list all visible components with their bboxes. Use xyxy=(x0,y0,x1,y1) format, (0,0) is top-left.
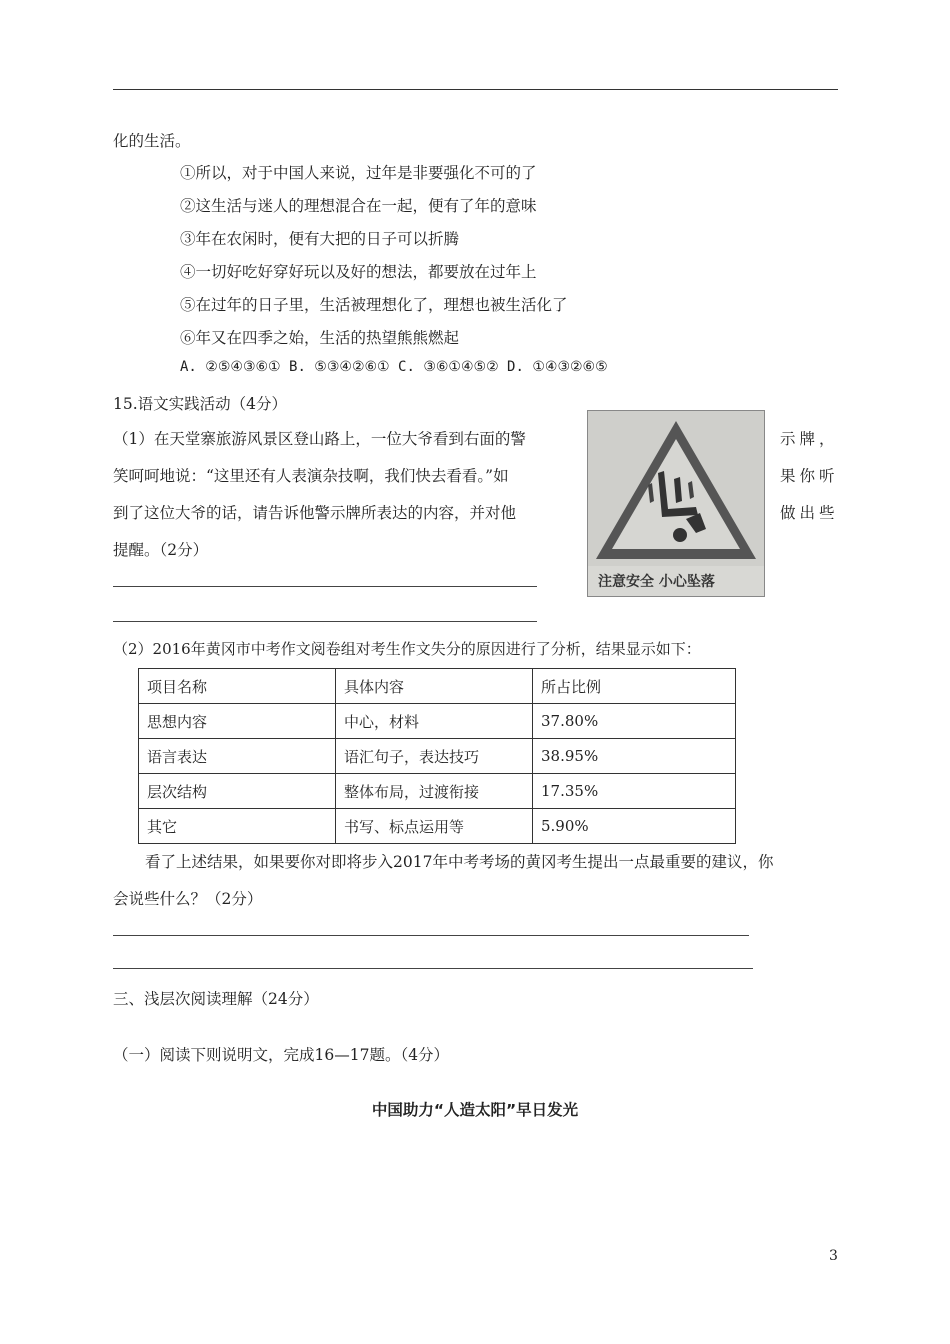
table-row xyxy=(139,704,736,739)
table-cell: 语言表达 xyxy=(139,739,336,774)
q15-p1-line2-left: 笑呵呵地说：“这里还有人表演杂技啊，我们快去看看。”如 xyxy=(113,467,509,485)
q15-p1-line1-left: （1）在天堂寨旅游风景区登山路上，一位大爷看到右面的警 xyxy=(113,430,526,448)
option-1: ①所以，对于中国人来说，过年是非要强化不可的了 xyxy=(180,164,537,182)
table-header-cell: 所占比例 xyxy=(533,669,736,704)
table-row xyxy=(139,774,736,809)
table-cell: 38.95% xyxy=(533,739,736,774)
table-header-cell: 项目名称 xyxy=(139,669,336,704)
option-5: ⑤在过年的日子里，生活被理想化了，理想也被生活化了 xyxy=(180,296,568,314)
table-cell: 5.90% xyxy=(533,809,736,844)
q15-p1-line2-right: 果你听 xyxy=(780,467,839,485)
table-cell: 书写、标点运用等 xyxy=(336,809,533,844)
table-cell: 17.35% xyxy=(533,774,736,809)
table-cell: 其它 xyxy=(139,809,336,844)
table-row xyxy=(139,739,736,774)
table-header-cell: 具体内容 xyxy=(336,669,533,704)
q15-p2-question-line2: 会说些什么？（2分） xyxy=(113,890,263,908)
option-3: ③年在农闲时，便有大把的日子可以折腾 xyxy=(180,230,460,248)
results-table xyxy=(138,668,736,844)
subsection-heading: （一）阅读下则说明文，完成16—17题。（4分） xyxy=(113,1046,450,1064)
answer-line-2[interactable] xyxy=(113,621,537,622)
table-row xyxy=(139,809,736,844)
top-fragment: 化的生活。 xyxy=(113,132,191,150)
q15-p2-question-line1: 看了上述结果，如果要你对即将步入2017年中考考场的黄冈考生提出一点最重要的建议，你 xyxy=(145,853,774,871)
q15-p1-line3-right: 做出些 xyxy=(780,504,839,522)
q15-p1-line1-right: 示牌， xyxy=(780,430,839,448)
table-cell: 思想内容 xyxy=(139,704,336,739)
answer-line-3[interactable] xyxy=(113,935,749,936)
sign-caption: 注意安全 小心坠落 xyxy=(598,574,715,590)
q15-p2-intro: （2）2016年黄冈市中考作文阅卷组对考生作文失分的原因进行了分析，结果显示如下： xyxy=(113,640,701,658)
q15-heading: 15.语文实践活动（4分） xyxy=(113,395,288,413)
warning-sign-image xyxy=(587,410,765,597)
table-cell: 37.80% xyxy=(533,704,736,739)
q15-p1-line3-left: 到了这位大爷的话，请告诉他警示牌所表达的内容，并对他 xyxy=(113,504,517,522)
article-title: 中国助力“人造太阳”早日发光 xyxy=(371,1101,579,1119)
option-6: ⑥年又在四季之始，生活的热望熊熊燃起 xyxy=(180,329,460,347)
section-heading: 三、浅层次阅读理解（24分） xyxy=(113,990,319,1008)
table-cell: 语汇句子，表达技巧 xyxy=(336,739,533,774)
q15-p1-line4: 提醒。（2分） xyxy=(113,541,209,559)
table-cell: 层次结构 xyxy=(139,774,336,809)
table-cell: 中心，材料 xyxy=(336,704,533,739)
page-number: 3 xyxy=(829,1248,838,1264)
table-cell: 整体布局，过渡衔接 xyxy=(336,774,533,809)
table-header-row xyxy=(139,669,736,704)
warning-sign-icon xyxy=(588,411,764,596)
answer-choices: A. ②⑤④③⑥① B. ⑤③④②⑥① C. ③⑥①④⑤② D. ①④③②⑥⑤ xyxy=(180,359,608,375)
option-2: ②这生活与迷人的理想混合在一起，便有了年的意味 xyxy=(180,197,537,215)
answer-line-1[interactable] xyxy=(113,586,537,587)
option-4: ④一切好吃好穿好玩以及好的想法，都要放在过年上 xyxy=(180,263,537,281)
answer-line-4[interactable] xyxy=(113,968,753,969)
header-rule xyxy=(113,89,838,90)
